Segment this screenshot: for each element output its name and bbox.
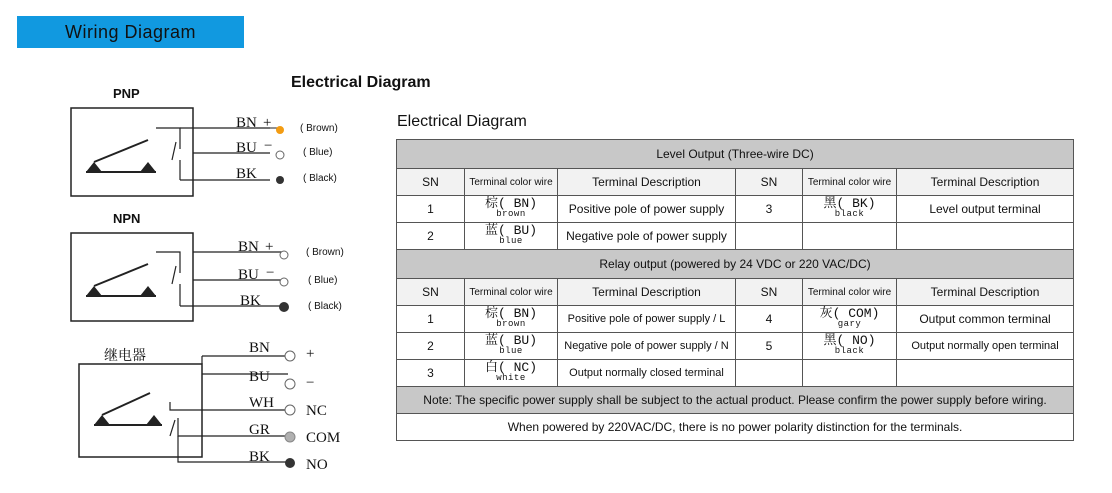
- color-cn: 蓝( BU): [484, 223, 537, 238]
- sn-cell: 1: [397, 306, 465, 333]
- npn-color-brown: ( Brown): [306, 247, 344, 258]
- sn-cell: 1: [397, 196, 465, 223]
- color-cell: [465, 306, 558, 333]
- level-section-header: [397, 140, 1074, 169]
- sn-cell: [736, 223, 803, 250]
- desc-cell: Output normally open terminal: [897, 333, 1074, 360]
- col-header-sn: SN: [736, 279, 803, 306]
- pnp-wire-bu: BU: [236, 140, 257, 156]
- sn-cell: 5: [736, 333, 803, 360]
- pnp-label: PNP: [113, 86, 140, 101]
- sn-cell: 3: [397, 360, 465, 387]
- black-terminal-icon: [276, 176, 284, 184]
- brown-terminal-icon: [276, 126, 284, 134]
- pnp-color-blue: ( Blue): [303, 147, 333, 158]
- color-cell: [465, 360, 558, 387]
- npn-diagram: [71, 233, 344, 321]
- blue-terminal-icon: [276, 151, 284, 159]
- col-header-color: Terminal color wire: [465, 169, 558, 196]
- col-header-desc: Terminal Description: [558, 279, 736, 306]
- wiring-diagrams: [0, 0, 400, 493]
- npn-color-blue: ( Blue): [308, 275, 338, 286]
- col-header-desc: Terminal Description: [897, 169, 1074, 196]
- color-en: white: [496, 373, 526, 383]
- color-cell: [465, 333, 558, 360]
- color-en: brown: [496, 319, 526, 329]
- level-section-title: Level Output (Three-wire DC): [397, 140, 1074, 169]
- note-row: [397, 414, 1074, 441]
- color-cell: [803, 223, 897, 250]
- npn-wire-bu: BU: [238, 267, 259, 283]
- pnp-color-brown: ( Brown): [300, 123, 338, 134]
- banner-title: Wiring Diagram: [64, 21, 197, 42]
- relay-bu-terminal-icon: [285, 379, 295, 389]
- relay-diagram: [79, 340, 340, 473]
- col-header-desc: Terminal Description: [897, 279, 1074, 306]
- desc-cell: Negative pole of power supply: [558, 223, 736, 250]
- relay-bn-terminal-icon: [285, 351, 295, 361]
- desc-cell: Level output terminal: [897, 196, 1074, 223]
- relay-term-plus: +: [306, 346, 315, 362]
- npn-wire-bn: BN: [238, 239, 259, 255]
- relay-nc-terminal-icon: [285, 405, 295, 415]
- sn-cell: 2: [397, 223, 465, 250]
- sn-cell: 3: [736, 196, 803, 223]
- npn-blue-terminal-icon: [280, 278, 288, 286]
- relay-com-terminal-icon: [285, 432, 295, 442]
- table-row: [397, 306, 1074, 333]
- npn-black-terminal-icon: [279, 302, 289, 312]
- sn-cell: 2: [397, 333, 465, 360]
- color-cell: [465, 196, 558, 223]
- desc-cell: [897, 360, 1074, 387]
- relay-wire-gr: GR: [249, 422, 270, 438]
- relay-term-nc: NC: [306, 403, 327, 419]
- col-header-color: Terminal color wire: [803, 169, 897, 196]
- color-cell: [803, 360, 897, 387]
- color-en: gary: [837, 319, 862, 329]
- color-cn: 棕( BN): [484, 306, 537, 321]
- npn-sign-minus: −: [266, 265, 275, 281]
- relay-wire-bu: BU: [249, 369, 270, 385]
- relay-term-no: NO: [306, 457, 328, 473]
- table-title: Electrical Diagram: [397, 113, 527, 130]
- color-cn: 黑( NO): [823, 333, 876, 348]
- relay-section-title: Relay output (powered by 24 VDC or 220 VAC/DC): [397, 250, 1074, 279]
- pnp-color-black: ( Black): [303, 173, 337, 184]
- col-header-color: Terminal color wire: [803, 279, 897, 306]
- relay-wire-bn: BN: [249, 340, 270, 356]
- color-cell: [803, 333, 897, 360]
- table-row: [397, 360, 1074, 387]
- sn-cell: 4: [736, 306, 803, 333]
- npn-sign-plus: +: [265, 239, 274, 255]
- color-en: blue: [499, 236, 523, 246]
- pnp-wire-bn: BN: [236, 115, 257, 131]
- pnp-diagram: [71, 108, 338, 196]
- relay-section-header: [397, 250, 1074, 279]
- col-header-sn: SN: [397, 279, 465, 306]
- npn-label: NPN: [113, 211, 141, 226]
- level-header-row: [397, 169, 1074, 196]
- table-row: [397, 196, 1074, 223]
- relay-header-row: [397, 279, 1074, 306]
- color-cn: 棕( BN): [484, 196, 537, 211]
- col-header-desc: Terminal Description: [558, 169, 736, 196]
- color-en: blue: [499, 346, 523, 356]
- desc-cell: Positive pole of power supply: [558, 196, 736, 223]
- desc-cell: Output common terminal: [897, 306, 1074, 333]
- color-cn: 黑( BK): [823, 196, 876, 211]
- relay-term-com: COM: [306, 430, 341, 446]
- color-en: black: [834, 209, 865, 219]
- table-row: [397, 333, 1074, 360]
- desc-cell: Positive pole of power supply / L: [558, 306, 736, 333]
- npn-color-black: ( Black): [308, 301, 342, 312]
- col-header-color: Terminal color wire: [465, 279, 558, 306]
- color-cn: 蓝( BU): [484, 333, 537, 348]
- electrical-spec-table: [396, 139, 1074, 441]
- relay-no-terminal-icon: [285, 458, 295, 468]
- pnp-sign-minus: −: [264, 138, 273, 154]
- desc-cell: Output normally closed terminal: [558, 360, 736, 387]
- col-header-sn: SN: [736, 169, 803, 196]
- relay-wire-wh: WH: [249, 395, 274, 411]
- pnp-wire-bk: BK: [236, 166, 257, 182]
- color-cn: 白( NC): [484, 360, 537, 375]
- relay-term-minus: −: [306, 375, 315, 391]
- color-en: brown: [496, 209, 526, 219]
- col-header-sn: SN: [397, 169, 465, 196]
- diagram-subtitle: Electrical Diagram: [291, 74, 431, 91]
- color-cell: [803, 306, 897, 333]
- color-cn: 灰( COM): [819, 306, 880, 321]
- color-en: black: [834, 346, 865, 356]
- pnp-sign-plus: +: [263, 115, 272, 131]
- power-note: Note: The specific power supply shall be subject to the actual product. Please confirm the power supply before wiring.: [397, 387, 1074, 414]
- note-row: [397, 387, 1074, 414]
- polarity-note: When powered by 220VAC/DC, there is no power polarity distinction for the terminals.: [397, 414, 1074, 441]
- npn-wire-bk: BK: [240, 293, 261, 309]
- sn-cell: [736, 360, 803, 387]
- color-cell: [803, 196, 897, 223]
- relay-wire-bk: BK: [249, 449, 270, 465]
- table-row: [397, 223, 1074, 250]
- relay-label: 继电器: [104, 347, 146, 363]
- color-cell: [465, 223, 558, 250]
- desc-cell: [897, 223, 1074, 250]
- desc-cell: Negative pole of power supply / N: [558, 333, 736, 360]
- npn-brown-terminal-icon: [280, 251, 288, 259]
